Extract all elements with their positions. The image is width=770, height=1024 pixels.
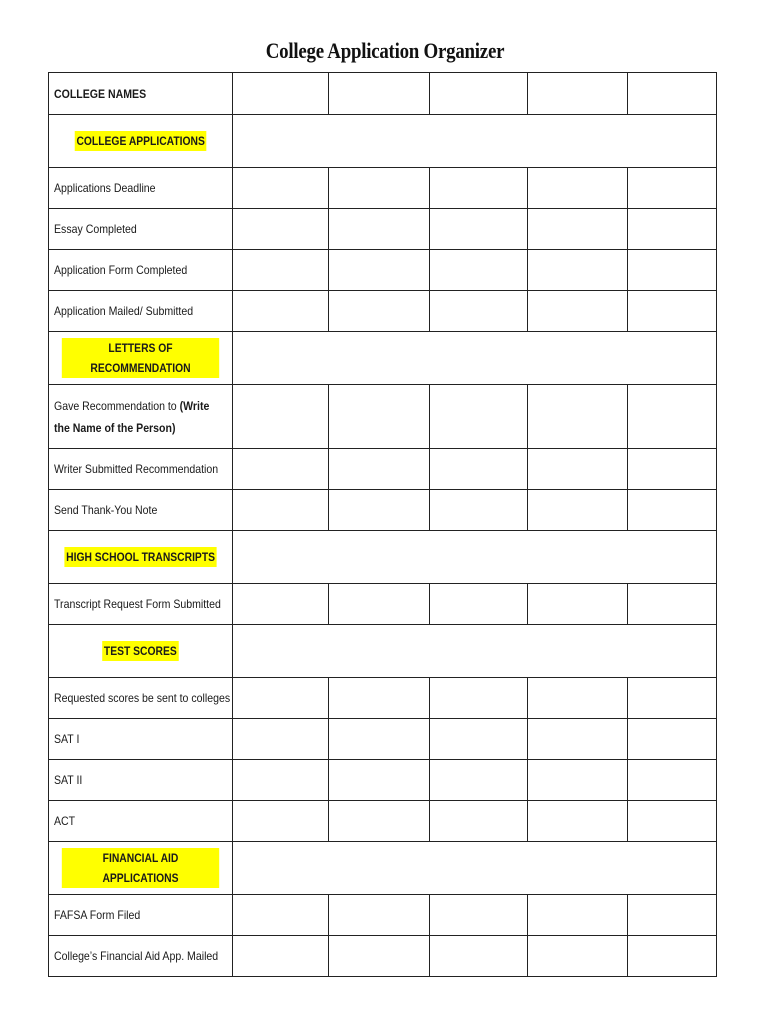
page-title: College Application Organizer — [265, 38, 505, 63]
entry-cell[interactable] — [233, 895, 329, 936]
table-row — [49, 209, 717, 250]
college-name-cell[interactable] — [233, 73, 329, 115]
entry-cell[interactable] — [528, 678, 628, 719]
section-test-scores: TEST SCORES — [49, 625, 233, 678]
entry-cell[interactable] — [329, 168, 430, 209]
table-row — [49, 449, 717, 490]
entry-cell[interactable] — [430, 168, 528, 209]
entry-cell[interactable] — [628, 719, 717, 760]
table-row — [49, 250, 717, 291]
entry-cell[interactable] — [528, 168, 628, 209]
entry-cell[interactable] — [628, 209, 717, 250]
row-label: ACT — [49, 801, 233, 842]
entry-cell[interactable] — [233, 801, 329, 842]
entry-cell[interactable] — [430, 719, 528, 760]
entry-cell[interactable] — [329, 250, 430, 291]
row-label: Application Mailed/ Submitted — [49, 291, 233, 332]
table-row — [49, 584, 717, 625]
entry-cell[interactable] — [430, 209, 528, 250]
entry-cell[interactable] — [329, 895, 430, 936]
row-label: Writer Submitted Recommendation — [49, 449, 233, 490]
entry-cell[interactable] — [233, 719, 329, 760]
row-label: SAT I — [49, 719, 233, 760]
entry-cell[interactable] — [430, 678, 528, 719]
entry-cell[interactable] — [528, 584, 628, 625]
entry-cell[interactable] — [329, 449, 430, 490]
row-label: Applications Deadline — [49, 168, 233, 209]
table-row — [49, 385, 717, 449]
entry-cell[interactable] — [430, 936, 528, 977]
section-blank — [233, 842, 717, 895]
row-label: FAFSA Form Filed — [49, 895, 233, 936]
section-high-school-transcripts: HIGH SCHOOL TRANSCRIPTS — [49, 531, 233, 584]
entry-cell[interactable] — [628, 250, 717, 291]
entry-cell[interactable] — [528, 760, 628, 801]
entry-cell[interactable] — [329, 291, 430, 332]
entry-cell[interactable] — [628, 584, 717, 625]
section-row — [49, 531, 717, 584]
table-row — [49, 895, 717, 936]
entry-cell[interactable] — [430, 291, 528, 332]
entry-cell[interactable] — [329, 678, 430, 719]
entry-cell[interactable] — [430, 250, 528, 291]
entry-cell[interactable] — [528, 936, 628, 977]
table-row — [49, 936, 717, 977]
section-college-applications: COLLEGE APPLICATIONS — [49, 115, 233, 168]
entry-cell[interactable] — [233, 449, 329, 490]
entry-cell[interactable] — [233, 760, 329, 801]
section-blank — [233, 115, 717, 168]
row-label — [49, 385, 233, 449]
table-row — [49, 678, 717, 719]
entry-cell[interactable] — [628, 801, 717, 842]
college-name-cell[interactable] — [528, 73, 628, 115]
table-row — [49, 801, 717, 842]
entry-cell[interactable] — [430, 801, 528, 842]
college-name-cell[interactable] — [628, 73, 717, 115]
entry-cell[interactable] — [528, 801, 628, 842]
entry-cell[interactable] — [233, 250, 329, 291]
row-label: College’s Financial Aid App. Mailed — [49, 936, 233, 977]
entry-cell[interactable] — [430, 449, 528, 490]
row-label: Send Thank-You Note — [49, 490, 233, 531]
row-label: Requested scores be sent to colleges — [49, 678, 233, 719]
college-names-row — [49, 73, 717, 115]
section-row — [49, 115, 717, 168]
row-label-text: Gave Recommendation to — [54, 398, 180, 413]
entry-cell[interactable] — [528, 449, 628, 490]
section-blank — [233, 332, 717, 385]
section-row — [49, 842, 717, 895]
entry-cell[interactable] — [628, 678, 717, 719]
row-label: Essay Completed — [49, 209, 233, 250]
section-letters-of-recommendation: LETTERS OF RECOMMENDATION — [49, 332, 233, 385]
entry-cell[interactable] — [233, 168, 329, 209]
entry-cell[interactable] — [329, 584, 430, 625]
entry-cell[interactable] — [233, 209, 329, 250]
entry-cell[interactable] — [329, 719, 430, 760]
section-row — [49, 625, 717, 678]
entry-cell[interactable] — [430, 895, 528, 936]
section-blank — [233, 625, 717, 678]
college-names-label: COLLEGE NAMES — [49, 73, 233, 115]
table-row — [49, 490, 717, 531]
entry-cell[interactable] — [233, 584, 329, 625]
entry-cell[interactable] — [329, 490, 430, 531]
table-row — [49, 760, 717, 801]
entry-cell[interactable] — [628, 449, 717, 490]
table-row — [49, 719, 717, 760]
entry-cell[interactable] — [528, 490, 628, 531]
entry-cell[interactable] — [233, 678, 329, 719]
entry-cell[interactable] — [628, 760, 717, 801]
section-blank — [233, 531, 717, 584]
organizer-table — [48, 72, 717, 977]
entry-cell[interactable] — [528, 209, 628, 250]
entry-cell[interactable] — [528, 719, 628, 760]
entry-cell[interactable] — [430, 385, 528, 449]
row-label-bold: (Write the Name of the Person) — [54, 398, 210, 435]
entry-cell[interactable] — [329, 209, 430, 250]
entry-cell[interactable] — [430, 490, 528, 531]
entry-cell[interactable] — [528, 385, 628, 449]
entry-cell[interactable] — [329, 385, 430, 449]
entry-cell[interactable] — [628, 490, 717, 531]
entry-cell[interactable] — [329, 936, 430, 977]
entry-cell[interactable] — [430, 584, 528, 625]
college-name-cell[interactable] — [329, 73, 430, 115]
row-label: SAT II — [49, 760, 233, 801]
entry-cell[interactable] — [430, 760, 528, 801]
entry-cell[interactable] — [528, 250, 628, 291]
entry-cell[interactable] — [528, 291, 628, 332]
entry-cell[interactable] — [628, 936, 717, 977]
entry-cell[interactable] — [628, 168, 717, 209]
entry-cell[interactable] — [329, 801, 430, 842]
row-label: Transcript Request Form Submitted — [49, 584, 233, 625]
entry-cell[interactable] — [528, 895, 628, 936]
entry-cell[interactable] — [628, 895, 717, 936]
entry-cell[interactable] — [628, 385, 717, 449]
entry-cell[interactable] — [628, 291, 717, 332]
table-row — [49, 168, 717, 209]
entry-cell[interactable] — [233, 385, 329, 449]
entry-cell[interactable] — [233, 291, 329, 332]
table-row — [49, 291, 717, 332]
entry-cell[interactable] — [329, 760, 430, 801]
row-label: Application Form Completed — [49, 250, 233, 291]
entry-cell[interactable] — [233, 936, 329, 977]
section-row — [49, 332, 717, 385]
college-name-cell[interactable] — [430, 73, 528, 115]
entry-cell[interactable] — [233, 490, 329, 531]
section-financial-aid-applications: FINANCIAL AID APPLICATIONS — [49, 842, 233, 895]
